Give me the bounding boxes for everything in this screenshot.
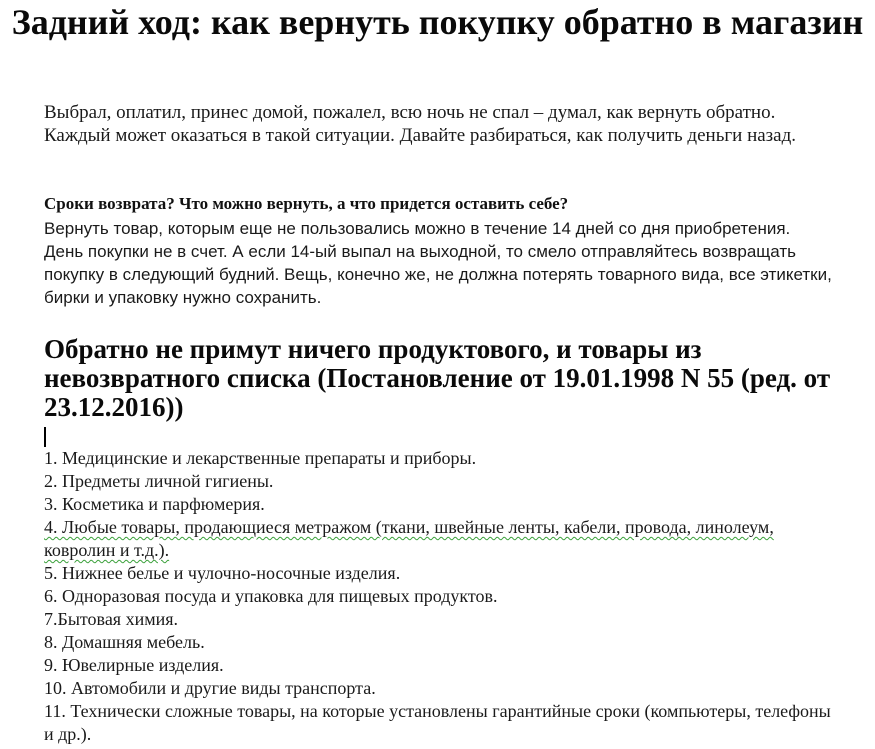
document-title: Задний ход: как вернуть покупку обратно в магазин xyxy=(11,2,864,42)
intro-paragraph: Выбрал, оплатил, принес домой, пожалел, всю ночь не спал – думал, как вернуть обратно. Каждый может оказаться в такой ситуации. Давайте разбираться, как получить деньги назад. xyxy=(44,102,797,146)
return-terms-paragraph: Вернуть товар, которым еще не пользовались можно в течение 14 дней со дня приобретения. День покупки не в счет. А если 14-ый выпал на выходной, то смело отправляйтесь возвращать покупку в следующий будний. Вещь, конечно же, не должна потерять товарного вида, все этикетки, бирки и упаковку нужно сохранить. xyxy=(44,219,832,307)
list-item: 3. Косметика и парфюмерия. xyxy=(44,494,265,514)
list-item: 4. Любые товары, продающиеся метражом (ткани, швейные ленты, кабели, провода, линолеум, ковролин и т.д.). xyxy=(44,517,774,560)
list-item: 11. Технически сложные товары, на которые установлены гарантийные сроки (компьютеры, телефоны и др.). xyxy=(44,701,831,744)
list-item: 1. Медицинские и лекарственные препараты и приборы. xyxy=(44,448,477,468)
list-item: 7.Бытовая химия. xyxy=(44,609,179,629)
list-item: 10. Автомобили и другие виды транспорта. xyxy=(44,678,376,698)
non-returnable-section-heading: Обратно не примут ничего продуктового, и товары из невозвратного списка (Постановление от 19.01.1998 N 55 (ред. от 23.12.2016)) xyxy=(44,334,831,422)
text-cursor[interactable] xyxy=(44,427,46,447)
list-item: 8. Домашняя мебель. xyxy=(44,632,205,652)
list-item: 2. Предметы личной гигиены. xyxy=(44,471,274,491)
list-item: 5. Нижнее белье и чулочно-носочные изделия. xyxy=(44,563,401,583)
return-terms-subheading: Сроки возврата? Что можно вернуть, а что придется оставить себе? xyxy=(44,194,569,213)
non-returnable-list xyxy=(44,447,834,746)
list-item: 9. Ювелирные изделия. xyxy=(44,655,224,675)
list-item: 6. Одноразовая посуда и упаковка для пищевых продуктов. xyxy=(44,586,498,606)
